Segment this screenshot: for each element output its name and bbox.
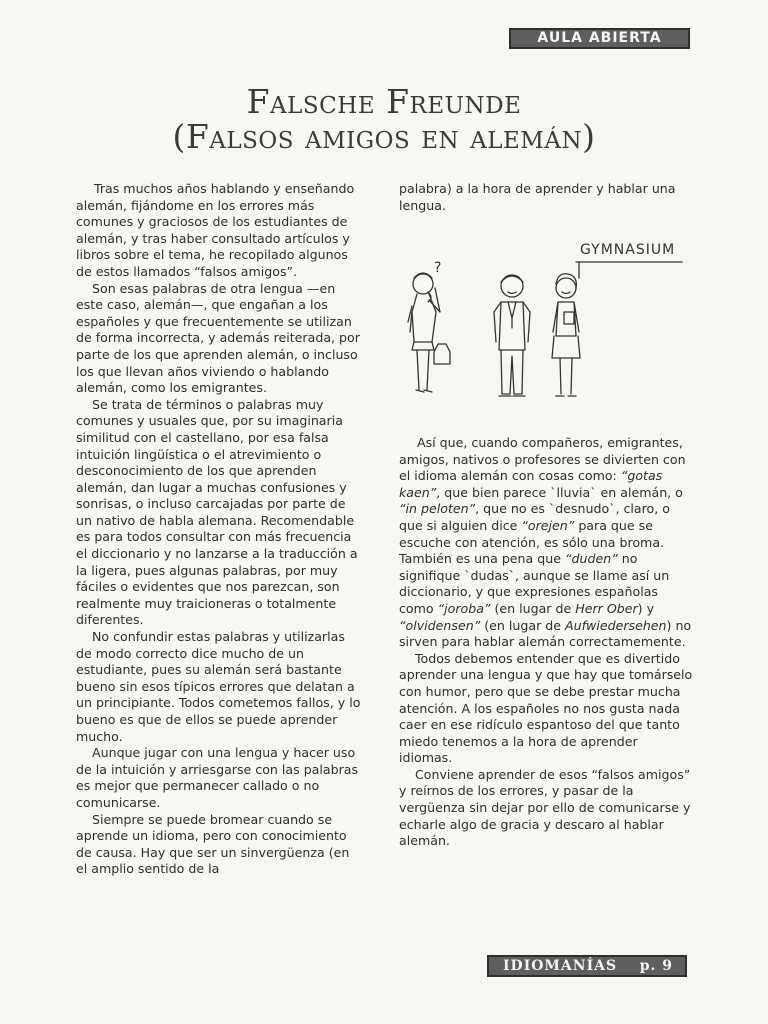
paragraph: Así que, cuando compañeros, emigrantes, amigos, nativos o profesores se divierten con el idioma alemán con cosas como: “gotas kaen”, que bien parece `lluvia` en alemán, o “in peloten”, que no es `desnudo`, claro, o que si alguien dice “orejen” para que se escuche con atención, es sólo una broma. También es una pena que “duden” no signifique `dudas`, aunque se llame así un diccionario, y que expresiones españolas como “joroba” (en lugar de Herr Ober) y “olvidensen” (en lugar de Aufwiedersehen) no sirven para hablar alemán correctamemente. [399, 435, 692, 650]
paragraph: Siempre se puede bromear cuando se aprende un idioma, pero con conocimiento de causa. Hay que ser un sinvergüenza (en el amplio sentido de la [76, 811, 350, 877]
paragraph: Todos debemos entender que es divertido aprender una lengua y que hay que tomárselo con humor, pero que se debe prestar mucha atención. A los españoles no nos gusta nada caer en ese ridículo espantoso del que tanto miedo tenemos a la hora de aprender idiomas. [399, 650, 693, 766]
article-title [60, 84, 708, 154]
question-mark: ? [434, 260, 442, 276]
right-column [399, 435, 694, 850]
boy-figure [494, 275, 530, 396]
girl-figure [552, 274, 580, 396]
girl-thinking-figure [408, 273, 450, 392]
page-number: p. 9 [639, 958, 673, 974]
students-illustration [398, 232, 690, 412]
sign-caption: GYMNASIUM [580, 242, 676, 258]
paragraph: Conviene aprender de esos “falsos amigos” y reírnos de los errores, y pasar de la vergüenza sin dejar por ello de comunicarse y echarle algo de gracia y descaro al hablar alemán. [399, 766, 691, 849]
paragraph: Tras muchos años hablando y enseñando alemán, fijándome en los errores más comunes y graciosos de los estudiantes de alemán, y tras haber consultado artículos y libros sobre el tema, he recopilado algunos de estos llamados “falsos amigos”. [76, 181, 355, 279]
paragraph: Se trata de términos o palabras muy comunes y usuales que, por su imaginaria similitud con el castellano, por esa falsa intuición lingüística o el atrevimiento o desconocimiento de los que aprenden alemán, dan lugar a muchas confusiones y sonrisas, o incluso carcajadas por parte de un nativo de habla alemana. Recomendable es para todos consultar con más frecuencia el diccionario y no lanzarse a la traducción a la ligera, pues algunas palabras, por muy fáciles o evidentes que nos parezcan, son realmente muy traicioneras o totalmente diferentes. [76, 396, 358, 628]
title-line-1: Falsche Freunde [246, 82, 522, 121]
paragraph: Son esas palabras de otra lengua —en este caso, alemán—, que engañan a los españoles y que frecuentemente se utilizan de forma incorrecta, y además reiterada, por parte de los que aprenden alemán, o incluso los que llevan años viviendo o hablando alemán, como los emigrantes. [76, 280, 360, 396]
right-column-top [399, 181, 689, 214]
magazine-name: IDIOMANÍAS [503, 958, 618, 974]
section-label: AULA ABIERTA [509, 28, 690, 49]
paragraph: No confundir estas palabras y utilizarlas de modo correcto dice mucho de un estudiante, pues su alemán será bastante bueno sin esos típicos errores que delatan a un principiante. Todos cometemos fallos, y lo bueno es que de ellos se puede aprender mucho. [76, 629, 361, 744]
paragraph: palabra) a la hora de aprender y hablar una lengua. [399, 181, 676, 213]
paragraph: Aunque jugar con una lengua y hacer uso de la intuición y arriesgarse con las palabras es mejor que permanecer callado o no comunicarse. [76, 745, 359, 810]
left-column [76, 181, 361, 878]
footer-label [487, 955, 687, 977]
title-line-2: (Falsos amigos en alemán) [172, 117, 596, 156]
